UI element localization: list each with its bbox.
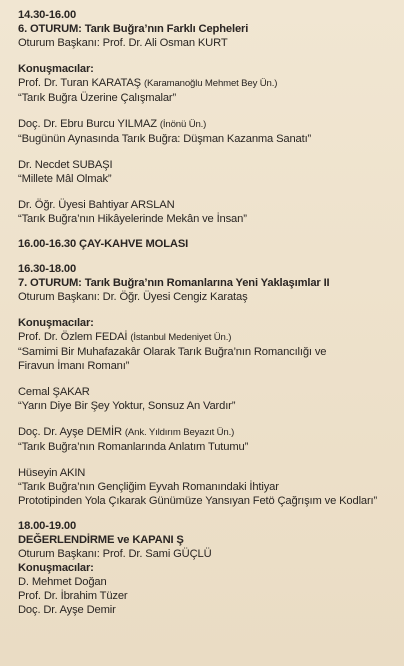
speaker-name: Doç. Dr. Ayşe Demir (18, 604, 116, 616)
break-item: 16.00-16.30 ÇAY-KAHVE MOLASI (18, 238, 189, 250)
speakers-heading: Konuşmacılar: (18, 63, 94, 75)
talk-title: “Bugünün Aynasında Tarık Buğra: Düşman Kazanma Sanatı” (18, 133, 312, 145)
speaker-entry (18, 330, 396, 373)
session-time: 16.30-18.00 (18, 263, 77, 275)
talk-title: “Yarın Diye Bir Şey Yoktur, Sonsuz An Vardır” (18, 400, 236, 412)
speaker-affiliation: (Karamanoğlu Mehmet Bey Ün.) (143, 78, 278, 89)
speaker-name: Doç. Dr. Ebru Burcu YILMAZ (18, 118, 157, 130)
speaker-entry (18, 466, 396, 508)
session-title: 7. OTURUM: Tarık Buğra’nın Romanlarına Yeni Yaklaşımlar II (18, 277, 330, 289)
speaker-entry (18, 117, 396, 146)
speaker-name: Dr. Necdet SUBAŞI (18, 159, 113, 171)
speaker-affiliation: (Ank. Yıldırım Beyazıt Ün.) (124, 427, 235, 438)
session-7 (18, 262, 396, 508)
speaker-entry (18, 425, 396, 454)
speaker-name: Hüseyin AKIN (18, 467, 86, 479)
speaker-entry (18, 158, 396, 186)
speaker-entry (18, 76, 396, 105)
speakers-heading: Konuşmacılar: (18, 317, 94, 329)
session-chair: Oturum Başkanı: Dr. Öğr. Üyesi Cengiz Karataş (18, 291, 248, 303)
speaker-affiliation: (İnönü Ün.) (159, 119, 207, 130)
talk-title: “Tarık Buğra Üzerine Çalışmalar” (18, 92, 177, 104)
talk-title: “Samimi Bir Muhafazakâr Olarak Tarık Buğra’nın Romancılığı ve (18, 346, 327, 358)
talk-title-cont: Prototipinden Yola Çıkarak Günümüze Yansıyan Fetö Çağrışım ve Kodları” (18, 495, 378, 507)
speaker-name: Prof. Dr. Özlem FEDAİ (18, 331, 128, 343)
speaker-affiliation: (İstanbul Medeniyet Ün.) (130, 332, 232, 343)
speaker-name: Cemal ŞAKAR (18, 386, 90, 398)
talk-title: “Tarık Buğra’nın Gençliğim Eyvah Romanındaki İhtiyar (18, 481, 279, 493)
talk-title: “Tarık Buğra’nın Romanlarında Anlatım Tutumu” (18, 441, 249, 453)
session-6 (18, 8, 396, 226)
closing-session (18, 519, 396, 617)
session-time: 18.00-19.00 (18, 520, 77, 532)
speaker-name: Prof. Dr. Turan KARATAŞ (18, 77, 141, 89)
speaker-entry (18, 198, 396, 226)
talk-title: “Millete Mâl Olmak” (18, 173, 112, 185)
talk-title: “Tarık Buğra’nın Hikâyelerinde Mekân ve İnsan” (18, 213, 247, 225)
session-chair: Oturum Başkanı: Prof. Dr. Sami GÜÇLÜ (18, 548, 212, 560)
speakers-heading: Konuşmacılar: (18, 562, 94, 574)
speaker-entry (18, 385, 396, 413)
speaker-name: D. Mehmet Doğan (18, 576, 107, 588)
talk-title-cont: Firavun İmanı Romanı” (18, 360, 130, 372)
speaker-name: Doç. Dr. Ayşe DEMİR (18, 426, 122, 438)
session-title: DEĞERLENDİRME ve KAPANI Ş (18, 534, 184, 546)
speaker-name: Prof. Dr. İbrahim Tüzer (18, 590, 128, 602)
session-title: 6. OTURUM: Tarık Buğra’nın Farklı Cepheleri (18, 23, 249, 35)
session-time: 14.30-16.00 (18, 9, 77, 21)
speaker-name: Dr. Öğr. Üyesi Bahtiyar ARSLAN (18, 199, 175, 211)
session-chair: Oturum Başkanı: Prof. Dr. Ali Osman KURT (18, 37, 228, 49)
